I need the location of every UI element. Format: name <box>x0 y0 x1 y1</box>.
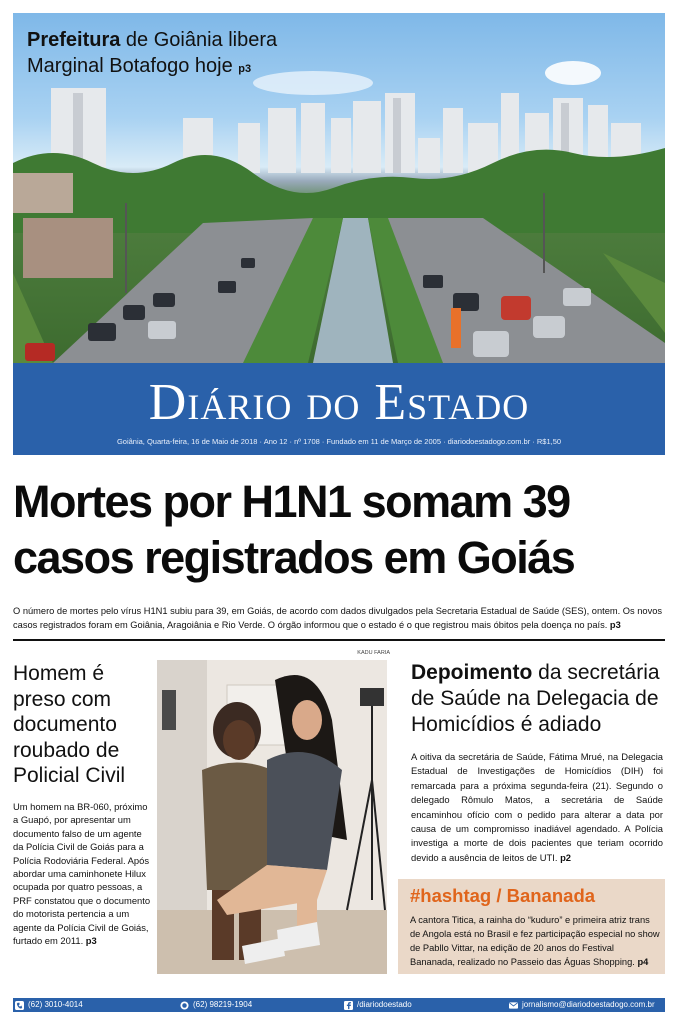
hashtag-title[interactable]: #hashtag / Bananada <box>410 885 596 906</box>
hero-headline-bold: Prefeitura <box>27 29 121 51</box>
right-story-headline[interactable] <box>411 660 667 738</box>
footer-email[interactable] <box>509 998 655 1012</box>
right-headline-bold: Depoimento <box>411 661 533 684</box>
footer-whatsapp[interactable] <box>180 998 252 1012</box>
newspaper-title: Diário do Estado <box>148 374 530 431</box>
center-photo-illustration <box>157 660 387 974</box>
left-story-headline[interactable]: Homem é preso com documento roubado de Policial Civil <box>13 662 126 787</box>
main-page-ref: p3 <box>609 620 621 630</box>
hashtag-text: A cantora Titica, a rainha do “kuduro” e primeira atriz trans de Angola está no Brasil e fez participação especial no show de Pabllo Vittar, na edição de 20 anos do Festival Bananada, realizado no Passeio das Águas Shopping. <box>410 915 660 967</box>
hashtag-body <box>410 913 660 969</box>
hero-headline-line2: Marginal Botafogo hoje <box>27 55 233 77</box>
left-story-text: Um homem na BR-060, próximo a Guapó, por apresentar um documento falso de um agente da Polícia Civil de Goiás para a Polícia Rodoviária Federal. Após abordar uma caminhonete Hilux ocupada por quatro pessoas, a PRF constatou que o documento do motorista pertencia a um agente da Polícia Civil de Goiás, furtado em 2011. <box>13 801 151 947</box>
footer-whatsapp-text: (62) 98219-1904 <box>193 1000 253 1009</box>
whatsapp-icon <box>180 1001 189 1010</box>
hero-photo <box>13 13 665 363</box>
right-story-text: A oitiva da secretária de Saúde, Fátima Mrué, na Delegacia Estadual de Investigações de Homicídios (DIH) foi remarcada para a próxima segunda-feira (21). Segundo o delegado Rômulo Matos, a secretária de Saúde encaminhou ofício com o pedido para alterar a data por causa de um compromisso inadiável agendado. A Polícia investiga a morte de dois pacientes que teriam ocorrido devido a ausência de leitos de UTI. <box>411 751 663 863</box>
main-headline-line1: Mortes por H1N1 somam 39 <box>13 476 570 527</box>
hashtag-page-ref: p4 <box>637 957 649 967</box>
left-page-ref: p3 <box>85 935 97 947</box>
footer-phone[interactable] <box>15 998 83 1012</box>
hero-page-ref: p3 <box>238 63 252 75</box>
hero-headline-line1: de Goiânia libera <box>120 29 278 51</box>
hero-headline[interactable] <box>27 27 277 82</box>
footer-facebook[interactable] <box>344 998 412 1012</box>
edition-info: Goiânia, Quarta-feira, 16 de Maio de 2018 · Ano 12 · nº 1708 · Fundado em 11 de Março de 2005 · diariodoestadogo.com.br · R$1,50 <box>116 437 562 446</box>
main-headline-line2: casos registrados em Goiás <box>13 532 575 583</box>
footer-bar <box>13 998 665 1012</box>
email-icon <box>509 1001 518 1010</box>
center-photo <box>157 660 387 974</box>
main-lead-text: O número de mortes pelo vírus H1N1 subiu para 39, em Goiás, de acordo com dados divulgados pela Secretaria Estadual de Saúde (SES), ontem. Os novos casos registrados foram em Goiânia, Aragoiânia e Rio Verde. O órgão informou que o estado é o que registrou mais óbitos pela doença no país. <box>13 606 663 630</box>
footer-facebook-text: /diariodoestado <box>357 1000 412 1009</box>
right-headline-rest: da secretária de Saúde na Delegacia de Homicídios é adiado <box>411 661 660 736</box>
main-headline[interactable] <box>13 474 668 586</box>
section-divider <box>13 639 665 641</box>
footer-email-text: jornalismo@diariodoestadogo.com.br <box>522 1000 655 1009</box>
masthead <box>13 363 665 455</box>
left-story-body <box>13 800 153 947</box>
right-story-body <box>411 750 663 865</box>
photo-credit: KADU FARIA <box>357 650 390 656</box>
facebook-icon <box>344 1001 353 1010</box>
hashtag-box <box>398 879 665 974</box>
phone-icon <box>15 1001 24 1010</box>
main-lead <box>13 604 665 632</box>
footer-phone-text: (62) 3010-4014 <box>28 1000 83 1009</box>
right-page-ref: p2 <box>560 851 572 863</box>
